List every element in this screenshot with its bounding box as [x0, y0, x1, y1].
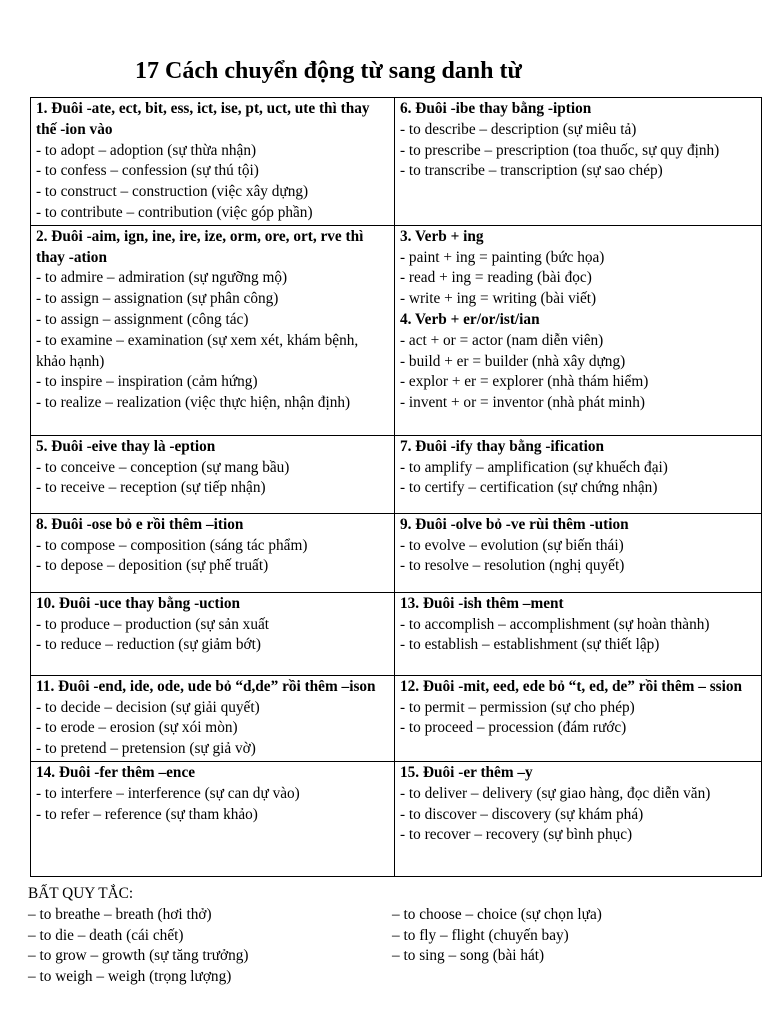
- table-row: [31, 513, 762, 592]
- example-item: - build + er = builder (nhà xây dựng): [400, 352, 626, 370]
- example-item: - to construct – construction (việc xây dựng): [36, 183, 309, 201]
- example-item: - explor + er = explorer (nhà thám hiểm): [400, 373, 649, 391]
- example-item: - to assign – assignment (công tác): [36, 310, 249, 328]
- irregular-heading: BẤT QUY TẮC:: [28, 885, 134, 902]
- table-row: [31, 225, 762, 435]
- example-item: - to establish – establishment (sự thiết lập): [400, 636, 660, 654]
- example-item: - to assign – assignation (sự phân công): [36, 290, 279, 308]
- rule-cell: [31, 592, 395, 675]
- example-item: - to realize – realization (việc thực hiện, nhận định): [36, 394, 351, 412]
- irregular-item: – to die – death (cái chết): [28, 926, 184, 944]
- rule-cell: [395, 761, 762, 876]
- rule-heading: 8. Đuôi -ose bỏ e rồi thêm –ition: [36, 515, 244, 533]
- rule-heading: 11. Đuôi -end, ide, ode, ude bỏ “d,de” rồi thêm –ison: [36, 677, 376, 695]
- irregular-item: – to choose – choice (sự chọn lựa): [392, 905, 602, 923]
- example-item: - to receive – reception (sự tiếp nhận): [36, 479, 266, 497]
- irregular-item: – to grow – growth (sự tăng trưởng): [28, 947, 249, 965]
- example-item: - to refer – reference (sự tham khảo): [36, 805, 258, 823]
- rule-cell: [395, 592, 762, 675]
- example-item: - to depose – deposition (sự phế truất): [36, 557, 269, 575]
- example-item: - write + ing = writing (bài viết): [400, 290, 597, 308]
- example-item: - to inspire – inspiration (cảm hứng): [36, 373, 258, 391]
- rule-cell: [31, 98, 395, 226]
- example-item: - to reduce – reduction (sự giảm bớt): [36, 636, 261, 654]
- example-item: - to decide – decision (sự giải quyết): [36, 698, 260, 716]
- example-item: - to admire – admiration (sự ngưỡng mộ): [36, 269, 288, 287]
- rule-heading: 15. Đuôi -er thêm –y: [400, 763, 533, 781]
- rule-cell: [31, 435, 395, 513]
- example-item: - to permit – permission (sự cho phép): [400, 698, 635, 716]
- example-item: - to describe – description (sự miêu tả): [400, 120, 637, 138]
- example-item: - to confess – confession (sự thú tội): [36, 162, 259, 180]
- rule-cell: [31, 675, 395, 761]
- rule-heading: 13. Đuôi -ish thêm –ment: [400, 594, 564, 612]
- rule-heading: 3. Verb + ing: [400, 227, 484, 245]
- example-item: - to transcribe – transcription (sự sao chép): [400, 162, 663, 180]
- rule-heading: 10. Đuôi -uce thay bằng -uction: [36, 594, 240, 612]
- rule-cell: [31, 761, 395, 876]
- example-item: - to accomplish – accomplishment (sự hoàn thành): [400, 615, 710, 633]
- example-item: - read + ing = reading (bài đọc): [400, 269, 592, 287]
- table-row: [31, 592, 762, 675]
- rule-cell: [395, 675, 762, 761]
- rule-heading: 5. Đuôi -eive thay là -eption: [36, 437, 216, 455]
- example-item: - to pretend – pretension (sự giả vờ): [36, 740, 256, 758]
- example-item: - invent + or = inventor (nhà phát minh): [400, 394, 645, 412]
- table-row: [31, 435, 762, 513]
- example-item: - to contribute – contribution (việc góp phần): [36, 203, 313, 221]
- rule-heading: 1. Đuôi -ate, ect, bit, ess, ict, ise, pt, uct, ute thì thay thế -ion vào: [36, 100, 370, 138]
- rule-heading: 7. Đuôi -ify thay bằng -ification: [400, 437, 604, 455]
- table-row: [31, 761, 762, 876]
- rule-heading: 12. Đuôi -mit, eed, ede bỏ “t, ed, de” rồi thêm – ssion: [400, 677, 743, 695]
- rule-heading: 2. Đuôi -aim, ign, ine, ire, ize, orm, ore, ort, rve thì thay -ation: [36, 227, 364, 266]
- rule-cell: [395, 513, 762, 592]
- irregular-section: [28, 884, 768, 988]
- table-row: [31, 98, 762, 226]
- example-item: - to examine – examination (sự xem xét, khám bệnh, khảo hạnh): [36, 331, 359, 370]
- example-item: - to interfere – interference (sự can dự vào): [36, 784, 300, 802]
- rule-heading: 4. Verb + er/or/ist/ian: [400, 310, 540, 328]
- conversion-table: [30, 97, 762, 877]
- rule-heading: 14. Đuôi -fer thêm –ence: [36, 763, 196, 781]
- example-item: - to resolve – resolution (nghị quyết): [400, 557, 625, 575]
- rule-heading: 6. Đuôi -ibe thay bằng -iption: [400, 100, 592, 117]
- rule-cell: [395, 98, 762, 226]
- example-item: - to evolve – evolution (sự biến thái): [400, 536, 624, 554]
- table-row: [31, 675, 762, 761]
- rule-cell: [31, 225, 395, 435]
- example-item: - to erode – erosion (sự xói mòn): [36, 719, 238, 737]
- example-item: - to compose – composition (sáng tác phẩm): [36, 536, 308, 554]
- rule-cell: [31, 513, 395, 592]
- example-item: - to produce – production (sự sản xuất: [36, 615, 270, 633]
- example-item: - to certify – certification (sự chứng nhận): [400, 479, 658, 497]
- example-item: - act + or = actor (nam diễn viên): [400, 331, 604, 349]
- page-title: 17 Cách chuyển động từ sang danh từ: [135, 58, 522, 84]
- irregular-right-column: [392, 905, 762, 988]
- irregular-item: – to weigh – weigh (trọng lượng): [28, 968, 232, 986]
- irregular-left-column: [28, 905, 392, 988]
- irregular-item: – to breathe – breath (hơi thở): [28, 905, 212, 923]
- irregular-item: – to fly – flight (chuyến bay): [392, 926, 569, 944]
- example-item: - to proceed – procession (đám rước): [400, 719, 627, 737]
- rule-cell: [395, 435, 762, 513]
- example-item: - to discover – discovery (sự khám phá): [400, 805, 644, 823]
- example-item: - to prescribe – prescription (toa thuốc, sự quy định): [400, 141, 720, 159]
- example-item: - to adopt – adoption (sự thừa nhận): [36, 141, 257, 159]
- rule-cell: [395, 225, 762, 435]
- irregular-item: – to sing – song (bài hát): [392, 947, 545, 965]
- example-item: - paint + ing = painting (bức họa): [400, 248, 605, 266]
- example-item: - to recover – recovery (sự bình phục): [400, 826, 633, 844]
- example-item: - to conceive – conception (sự mang bầu): [36, 458, 290, 476]
- rule-heading: 9. Đuôi -olve bỏ -ve rùi thêm -ution: [400, 515, 629, 533]
- example-item: - to deliver – delivery (sự giao hàng, đọc diễn văn): [400, 784, 711, 802]
- example-item: - to amplify – amplification (sự khuếch đại): [400, 458, 668, 476]
